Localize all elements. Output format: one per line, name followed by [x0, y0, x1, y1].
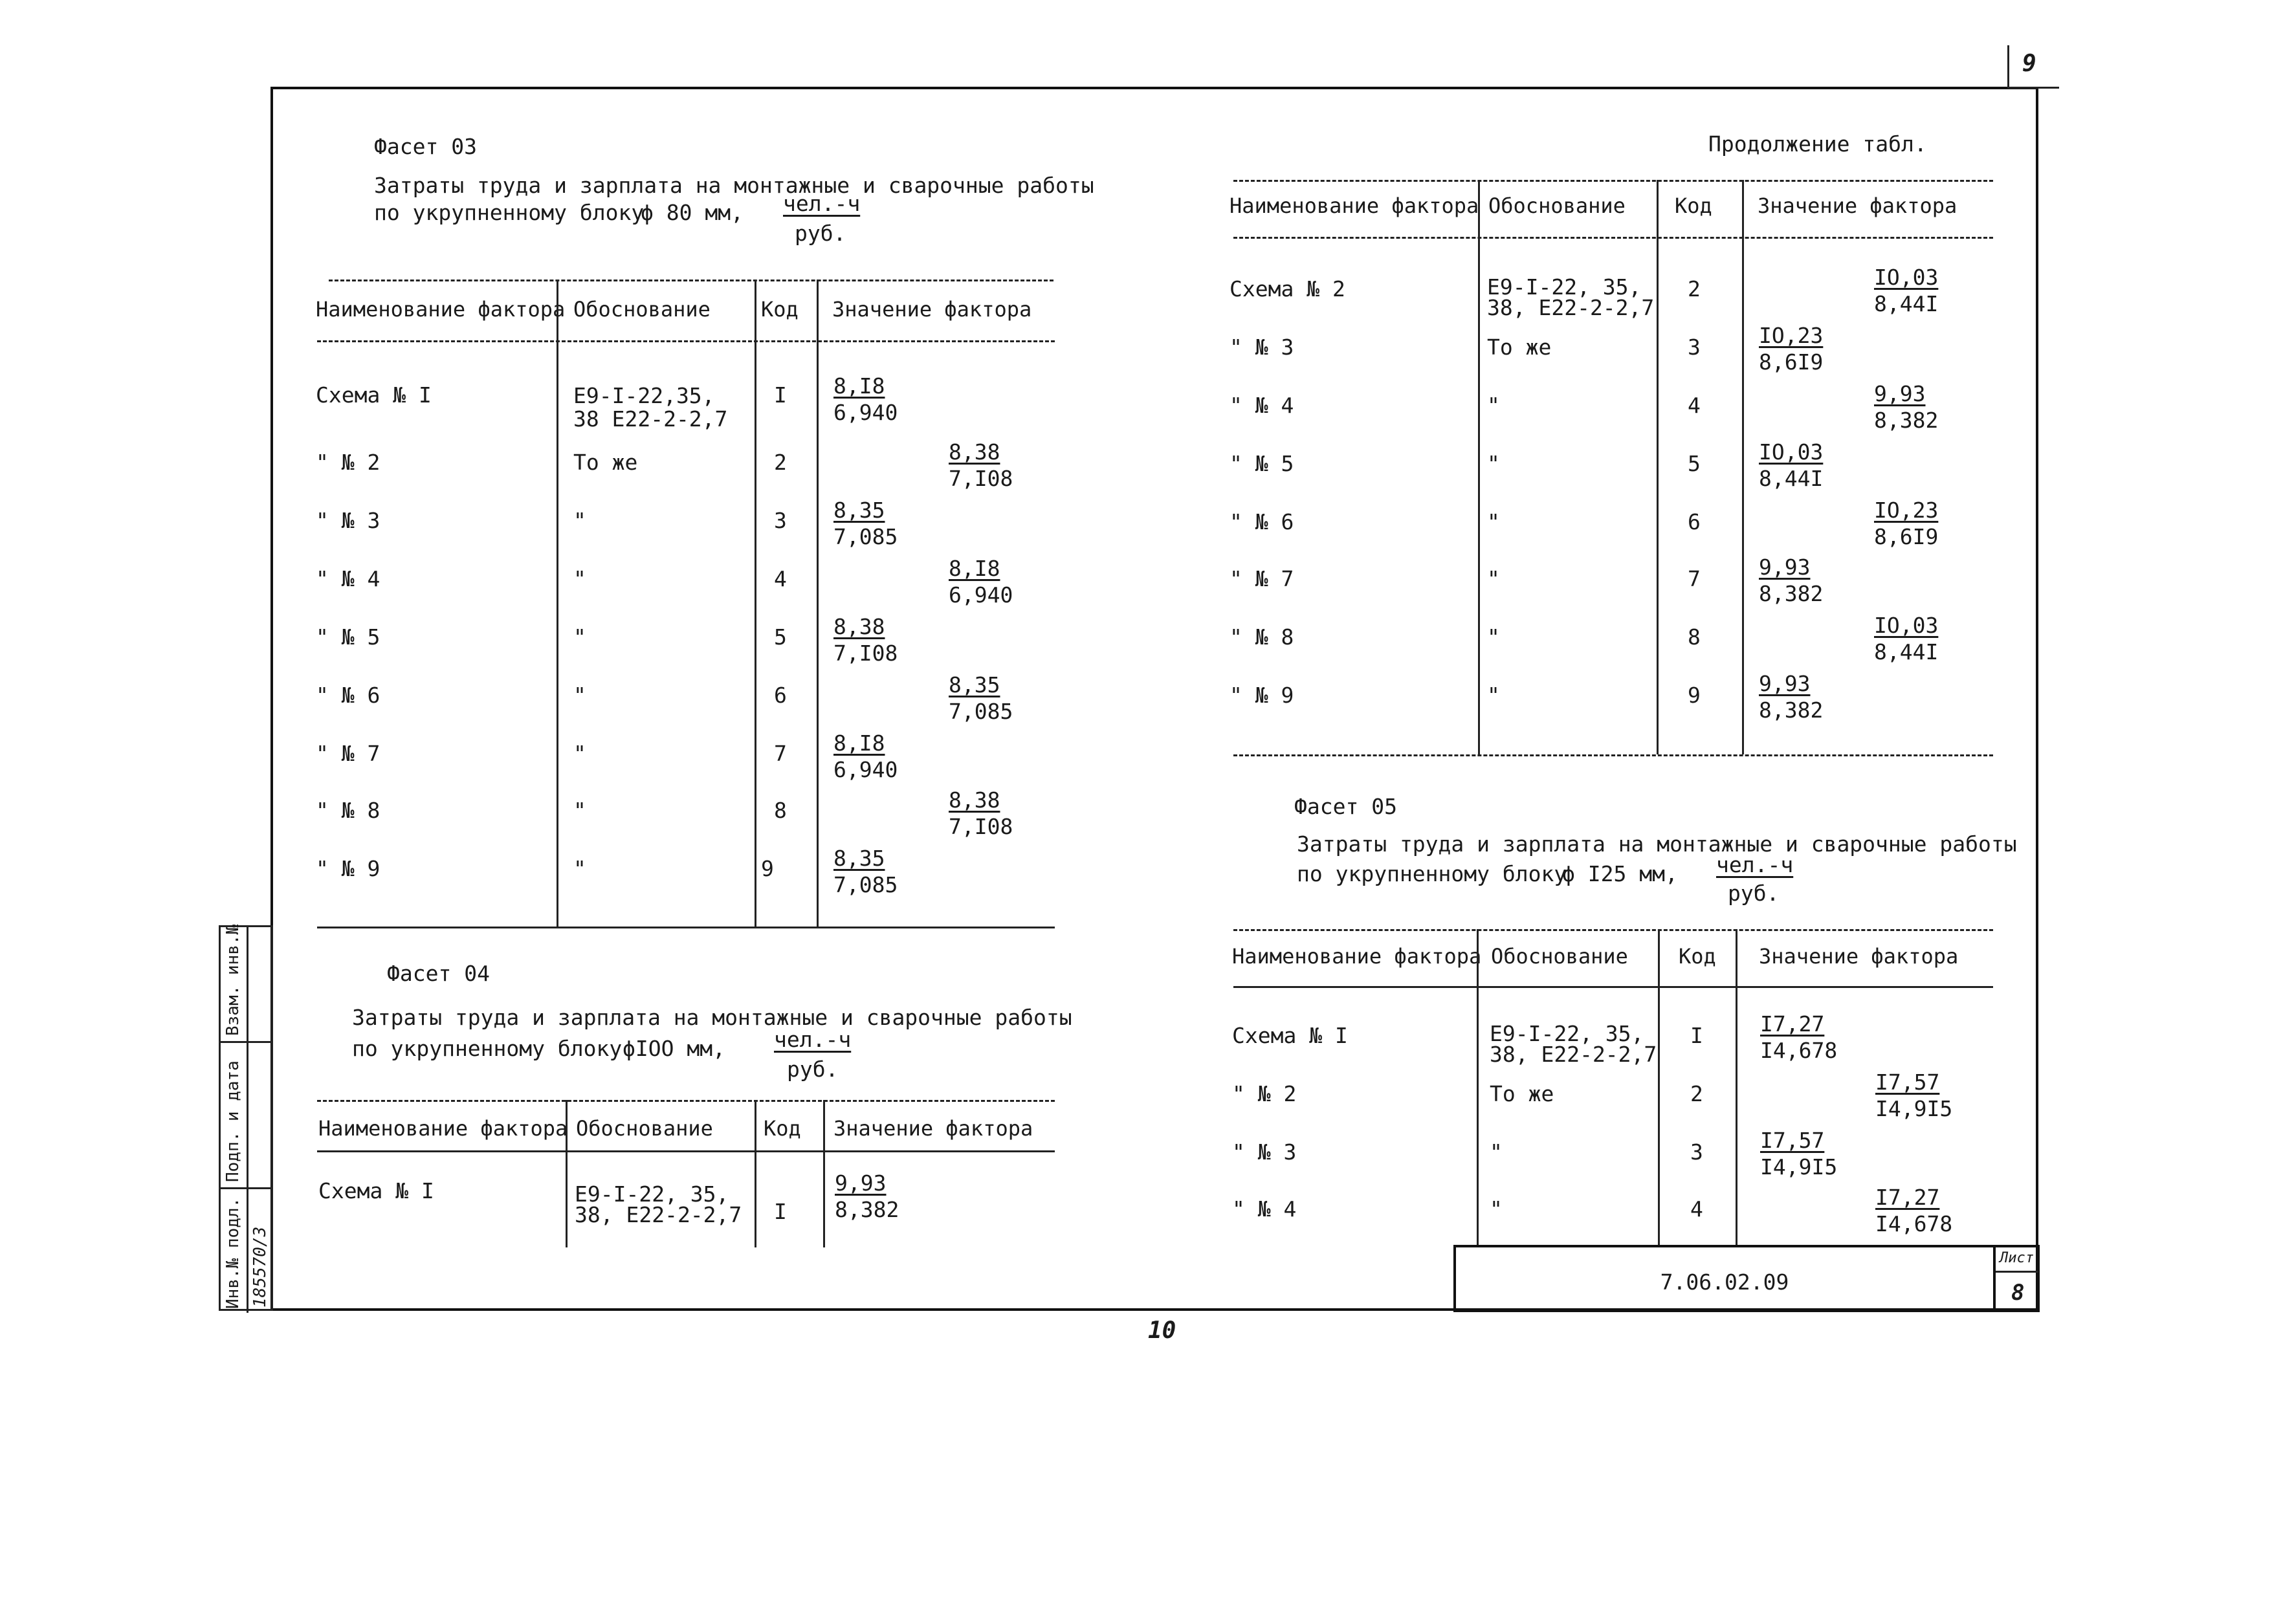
corner-page-number: 9 [2022, 50, 2036, 77]
row-name: " № 9 [1230, 683, 1294, 708]
value-numerator: 8,35 [833, 498, 885, 523]
facet03-desc-line1: Затраты труда и зарплата на монтажные и сварочные работы [374, 173, 1094, 198]
sheet-box [1993, 1245, 2040, 1312]
row-basis: " [573, 566, 586, 591]
value-numerator: I7,27 [1875, 1185, 1940, 1210]
facet05-unit-den: руб. [1728, 881, 1780, 906]
value-denominator: 8,382 [1759, 581, 1824, 606]
facet05-col-sep-3 [1736, 929, 1737, 1247]
cont-col-name: Наименование фактора [1230, 193, 1479, 218]
value-numerator: I7,27 [1760, 1011, 1825, 1037]
facet05-col-basis: Обоснование [1491, 944, 1628, 969]
row-value [835, 1172, 899, 1220]
row-basis: " [573, 624, 586, 650]
row-basis: " [573, 508, 586, 533]
facet05-desc-line1: Затраты труда и зарплата на монтажные и сварочные работы [1297, 831, 2017, 857]
row-name: " № 6 [1230, 509, 1294, 534]
facet04-col-sep-2 [755, 1100, 756, 1247]
value-denominator: 8,382 [1874, 408, 1939, 433]
row-name: " № 3 [316, 508, 380, 533]
sheet-number: 8 [2011, 1280, 2025, 1306]
value-denominator: I4,9I5 [1760, 1154, 1838, 1180]
row-value [833, 499, 898, 547]
facet04-col-name: Наименование фактора [318, 1116, 568, 1141]
row-name: " № 8 [1230, 624, 1294, 650]
facet04-desc-line2: по укрупненному блоку [352, 1036, 623, 1061]
row-name: " № 4 [1232, 1196, 1297, 1222]
row-value [833, 848, 898, 895]
facet05-col-code: Код [1679, 944, 1716, 969]
row-code: 2 [1690, 1081, 1703, 1106]
facet03-col-basis: Обоснование [573, 297, 711, 322]
facet03-col-sep-2 [755, 280, 756, 927]
row-name: " № 7 [316, 741, 380, 766]
row-code: 5 [1688, 451, 1701, 476]
row-code: 2 [774, 450, 787, 475]
row-value [949, 789, 1013, 837]
facet04-unit-num: чел.-ч [774, 1027, 852, 1052]
facet04-unit-den: руб. [787, 1057, 839, 1082]
facet03-rule-header [317, 340, 1055, 342]
value-denominator: I4,678 [1760, 1038, 1838, 1063]
row-basis: " [573, 798, 586, 823]
row-value [1759, 441, 1823, 489]
cont-col-code: Код [1675, 193, 1712, 218]
cont-col-basis: Обоснование [1488, 193, 1626, 218]
row-name: " № 3 [1230, 335, 1294, 360]
value-denominator: 8,382 [1759, 697, 1824, 723]
cont-rule-header [1233, 237, 1993, 239]
side-stamp [219, 925, 273, 1311]
facet03-unit-num: чел.-ч [783, 191, 861, 216]
facet05-col-value: Значение фактора [1759, 944, 1959, 969]
row-code: 7 [1688, 566, 1701, 591]
facet04-rule-header [317, 1150, 1055, 1152]
row-basis: Е9-I-22, 35, 38, Е22-2-2,7 [1490, 1021, 1657, 1067]
facet04-col-sep-1 [566, 1100, 568, 1247]
row-code: 3 [774, 508, 787, 533]
row-name: " № 8 [316, 798, 380, 823]
row-value [949, 558, 1013, 606]
facet04-title: Фасет 04 [387, 961, 490, 986]
row-name: " № 6 [316, 683, 380, 708]
row-name: " № 4 [1230, 393, 1294, 418]
value-numerator: 8,35 [949, 672, 1000, 697]
value-denominator: 7,085 [833, 524, 898, 549]
facet03-desc-line2: по укрупненному блоку [374, 200, 645, 225]
row-code: 3 [1690, 1139, 1703, 1165]
cont-rule-top [1233, 180, 1993, 182]
row-value [833, 375, 898, 423]
row-basis: Е9-I-22,35, 38 Е22-2-2,7 [573, 383, 728, 432]
facet04-rule-top [317, 1100, 1055, 1102]
row-code: I [774, 382, 787, 408]
row-code: 6 [1688, 509, 1701, 534]
row-code: 4 [774, 566, 787, 591]
row-code: 8 [1688, 624, 1701, 650]
facet04-diameter: ϕIOO мм, [623, 1036, 725, 1061]
value-denominator: 8,44I [1874, 291, 1939, 316]
facet04-desc-line1: Затраты труда и зарплата на монтажные и сварочные работы [352, 1005, 1072, 1030]
value-numerator: I7,57 [1760, 1128, 1825, 1153]
row-value [1874, 383, 1938, 431]
row-basis: То же [1490, 1081, 1554, 1106]
row-basis: " [573, 683, 586, 708]
row-value [1874, 615, 1938, 663]
value-numerator: IO,23 [1874, 498, 1939, 523]
facet03-rule-bottom [317, 927, 1055, 928]
row-name: " № 5 [1230, 451, 1294, 476]
value-numerator: IO,03 [1759, 439, 1824, 465]
row-basis: То же [1487, 335, 1552, 360]
row-basis: " [1487, 509, 1500, 534]
document-code: 7.06.02.09 [1660, 1269, 1789, 1295]
title-block [1453, 1245, 1996, 1312]
facet03-col-sep-3 [817, 280, 819, 927]
value-denominator: 7,I08 [949, 466, 1013, 491]
value-numerator: IO,03 [1874, 265, 1939, 290]
inv-no-value: 185570/3 [250, 1226, 270, 1308]
value-denominator: I4,678 [1875, 1211, 1953, 1236]
inv-no-label: Инв.№ подл. [223, 1197, 243, 1309]
row-basis: " [1490, 1139, 1503, 1165]
row-value [1759, 556, 1823, 604]
corner-divider [2007, 45, 2009, 88]
facet03-col-sep-1 [557, 280, 558, 927]
row-basis: " [1487, 683, 1500, 708]
row-code: 2 [1688, 276, 1701, 302]
corner-rule [2007, 87, 2059, 89]
value-denominator: I4,9I5 [1875, 1096, 1953, 1121]
value-numerator: 9,93 [1874, 381, 1926, 406]
row-name: Схема № I [316, 382, 432, 408]
value-numerator: 8,I8 [949, 556, 1000, 581]
row-value [949, 674, 1013, 722]
row-basis: Е9-I-22, 35, 38, Е22-2-2,7 [1487, 274, 1655, 320]
facet04-col-basis: Обоснование [576, 1116, 713, 1141]
value-denominator: 8,6I9 [1874, 524, 1939, 549]
row-value [1760, 1130, 1837, 1178]
value-denominator: 7,085 [949, 699, 1013, 724]
row-name: Схема № I [318, 1178, 434, 1203]
value-denominator: 7,085 [833, 872, 898, 897]
row-code: I [1690, 1023, 1703, 1048]
bottom-page-number: 10 [1148, 1317, 1176, 1344]
sign-label: Подп. и дата [223, 1060, 243, 1182]
cont-col-sep-3 [1742, 180, 1744, 754]
value-numerator: 8,35 [833, 846, 885, 871]
replace-inv-label: Взам. инв.№ [223, 924, 243, 1036]
value-numerator: 9,93 [1759, 671, 1811, 696]
row-basis: " [573, 856, 586, 881]
value-denominator: 8,6I9 [1759, 349, 1824, 375]
row-code: 9 [761, 856, 774, 881]
facet03-col-value: Значение фактора [832, 297, 1032, 322]
value-numerator: 8,38 [949, 787, 1000, 813]
row-basis: " [1487, 451, 1500, 476]
value-numerator: IO,03 [1874, 613, 1939, 638]
row-value [1760, 1013, 1837, 1061]
row-name: Схема № 2 [1230, 276, 1345, 302]
row-basis: Е9-I-22, 35, 38, Е22-2-2,7 [575, 1181, 742, 1227]
value-numerator: 8,38 [833, 614, 885, 639]
facet05-rule-top [1233, 929, 1993, 931]
row-name: " № 9 [316, 856, 380, 881]
value-denominator: 7,I08 [833, 641, 898, 666]
row-value [1759, 673, 1823, 721]
facet03-col-code: Код [761, 297, 799, 322]
row-name: " № 2 [316, 450, 380, 475]
row-basis: " [1487, 624, 1500, 650]
row-code: 5 [774, 624, 787, 650]
value-denominator: 7,I08 [949, 814, 1013, 839]
facet05-rule-header [1233, 986, 1993, 988]
row-value [1875, 1071, 1952, 1119]
facet04-col-sep-3 [823, 1100, 825, 1247]
continuation-label: Продолжение табл. [1708, 131, 1927, 157]
value-numerator: 8,I8 [833, 373, 885, 399]
row-basis: " [1487, 393, 1500, 418]
row-code: 4 [1690, 1196, 1703, 1222]
row-code: 8 [774, 798, 787, 823]
row-code: 4 [1688, 393, 1701, 418]
facet05-col-sep-2 [1658, 929, 1660, 1247]
row-value [833, 616, 898, 664]
cont-col-sep-1 [1478, 180, 1480, 754]
value-numerator: IO,23 [1759, 323, 1824, 348]
value-numerator: 8,38 [949, 439, 1000, 465]
row-code: 6 [774, 683, 787, 708]
row-name: " № 3 [1232, 1139, 1297, 1165]
row-code: 9 [1688, 683, 1701, 708]
value-denominator: 6,940 [833, 757, 898, 782]
value-denominator: 8,382 [835, 1197, 899, 1222]
value-denominator: 8,44I [1874, 639, 1939, 664]
facet05-desc-line2: по укрупненному блоку [1297, 861, 1567, 886]
row-basis: " [573, 741, 586, 766]
row-name: Схема № I [1232, 1023, 1348, 1048]
row-code: 7 [774, 741, 787, 766]
facet03-rule-top [329, 280, 1053, 281]
facet05-col-name: Наименование фактора [1232, 944, 1482, 969]
cont-col-value: Значение фактора [1758, 193, 1958, 218]
cont-rule-bottom [1233, 754, 1993, 756]
row-name: " № 2 [1232, 1081, 1297, 1106]
row-code: 3 [1688, 335, 1701, 360]
facet05-diameter: ϕ I25 мм, [1562, 861, 1678, 886]
row-basis: То же [573, 450, 638, 475]
value-numerator: 8,I8 [833, 730, 885, 756]
row-basis: " [1487, 566, 1500, 591]
row-basis: " [1490, 1196, 1503, 1222]
cont-col-sep-2 [1657, 180, 1659, 754]
row-value [949, 441, 1013, 489]
facet03-unit-den: руб. [795, 221, 846, 246]
value-denominator: 8,44I [1759, 466, 1824, 491]
facet03-col-name: Наименование фактора [316, 297, 566, 322]
value-numerator: I7,57 [1875, 1070, 1940, 1095]
row-code: I [774, 1199, 787, 1224]
row-name: " № 4 [316, 566, 380, 591]
row-value [833, 732, 898, 780]
facet05-title: Фасет 05 [1294, 794, 1397, 819]
facet05-unit-num: чел.-ч [1716, 852, 1794, 877]
facet04-col-value: Значение фактора [833, 1116, 1033, 1141]
facet03-title: Фасет 03 [374, 134, 477, 159]
value-denominator: 6,940 [949, 582, 1013, 608]
value-numerator: 9,93 [1759, 554, 1811, 580]
row-value [1759, 325, 1823, 373]
value-numerator: 9,93 [835, 1170, 887, 1196]
value-denominator: 6,940 [833, 400, 898, 425]
facet04-col-code: Код [764, 1116, 801, 1141]
row-name: " № 5 [316, 624, 380, 650]
row-value [1874, 267, 1938, 314]
row-name: " № 7 [1230, 566, 1294, 591]
row-value [1874, 499, 1938, 547]
row-value [1875, 1187, 1952, 1234]
facet05-col-sep-1 [1477, 929, 1479, 1247]
sheet-label: Лист [2000, 1250, 2034, 1266]
facet03-diameter: ϕ 80 мм, [641, 200, 744, 225]
